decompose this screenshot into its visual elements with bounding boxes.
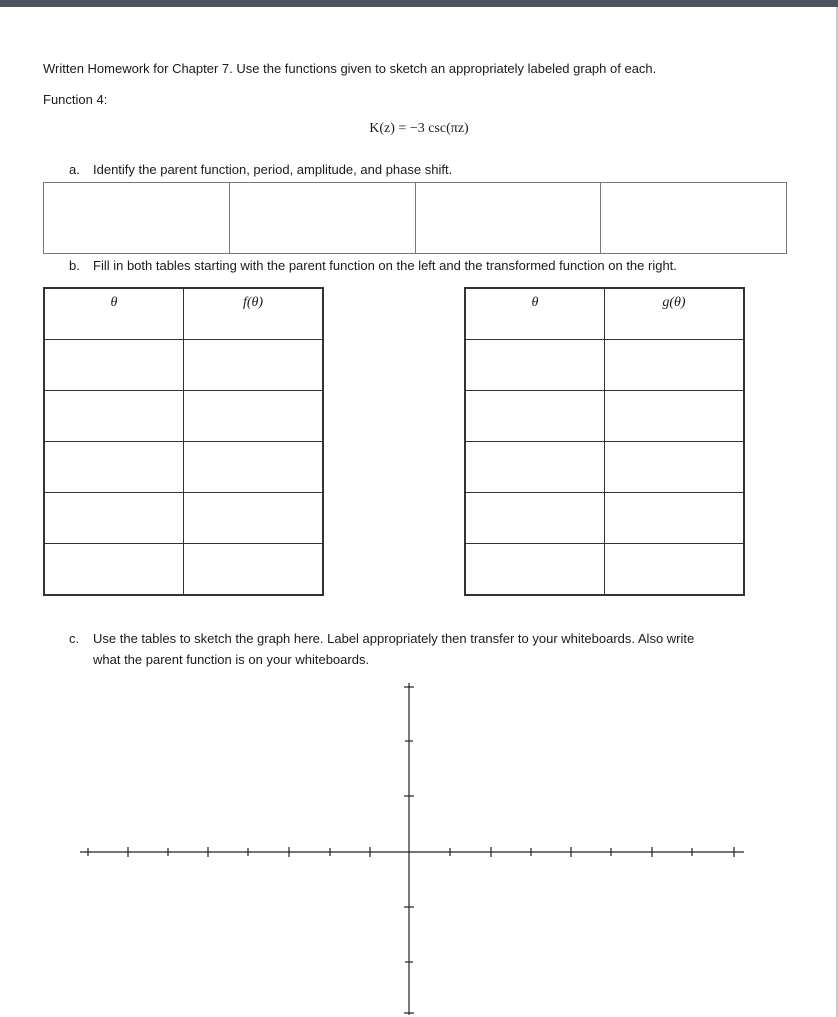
instructions: Written Homework for Chapter 7. Use the functions given to sketch an appropriately labeled graph of each. — [43, 61, 657, 76]
header-theta: θ — [465, 288, 605, 340]
part-c-line1: Use the tables to sketch the graph here. Label appropriately then transfer to your whiteboards. Also write — [93, 631, 695, 646]
part-b-marker: b. — [69, 258, 80, 273]
part-a-text: Identify the parent function, period, amplitude, and phase shift. — [93, 162, 453, 177]
part-c-line2: what the parent function is on your whiteboards. — [93, 652, 370, 667]
part-b-text: Fill in both tables starting with the parent function on the left and the transformed function on the right. — [93, 258, 677, 273]
function-formula: K(z) = −3 csc(πz) — [369, 121, 469, 136]
part-c-marker: c. — [69, 631, 80, 646]
header-g-theta: g(θ) — [605, 288, 745, 340]
header-f-theta: f(θ) — [184, 288, 324, 340]
header-theta: θ — [44, 288, 184, 340]
function-label: Function 4: — [43, 92, 108, 107]
part-a-marker: a. — [69, 162, 80, 177]
